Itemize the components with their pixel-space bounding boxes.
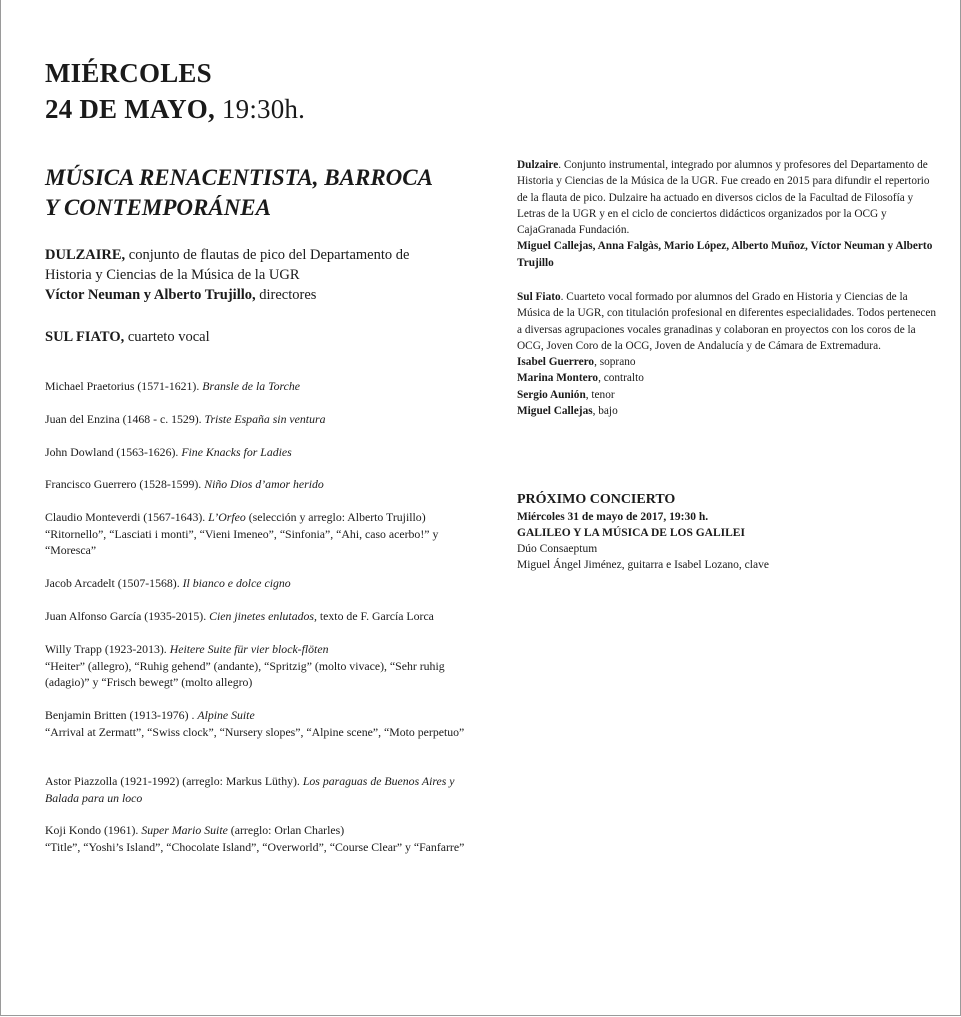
sulfiato-desc: cuarteto vocal: [124, 329, 210, 345]
dulzaire-bio-name: Dulzaire: [517, 159, 559, 171]
directors-names: Víctor Neuman y Alberto Trujillo,: [45, 287, 256, 303]
work-item: Astor Piazzolla (1921-1992) (arreglo: Markus Lüthy). Los paraguas de Buenos Aires y Balada para un loco: [45, 774, 455, 805]
program-title: [45, 163, 445, 223]
sulfiato-bio-name: Sul Fiato: [517, 291, 561, 303]
sulfiato-name: SUL FIATO,: [45, 329, 125, 345]
work-item: Benjamin Britten (1913-1976) . Alpine Suite “Arrival at Zermatt”, “Swiss clock”, “Nursery slopes”, “Alpine scene”, “Moto perpetuo”: [45, 708, 465, 739]
next-concert: [517, 491, 937, 573]
dulzaire-members: Miguel Callejas, Anna Falgàs, Mario López, Alberto Muñoz, Víctor Neuman y Alberto Trujillo: [517, 240, 933, 269]
work-item: Koji Kondo (1961). Super Mario Suite (arreglo: Orlan Charles) “Title”, “Yoshi’s Island”, “Chocolate Island”, “Overworld”, “Course Clear” y “Fanfarre”: [45, 823, 465, 854]
dulzaire-bio: [517, 157, 937, 271]
dulzaire-bio-text: . Conjunto instrumental, integrado por alumnos y profesores del Departamento de Historia y Ciencias de la Música de la UGR. Fue creado en 2015 para difundir el repertorio de la flauta de pico. Dulzaire ha actuado en diversos ciclos de la Facultad de Filosofía y Letras de la UGR y en el ciclo de conciertos didácticos organizados por la OCG y CajaGranada Fundación.: [517, 159, 930, 237]
member-line: Marina Montero, contralto: [517, 372, 644, 385]
ensemble-dulzaire: [45, 245, 465, 305]
dulzaire-desc-2: Historia y Ciencias de la Música de la UGR: [45, 267, 300, 283]
next-concert-date: Miércoles 31 de mayo de 2017, 19:30 h.: [517, 511, 709, 523]
date-bold: 24 DE MAYO,: [45, 94, 215, 124]
sulfiato-bio-text: . Cuarteto vocal formado por alumnos del Grado en Historia y Ciencias de la Música de la UGR, con titulación profesional en diferentes especialidades. Todos pertenecen a diversas agrupaciones vocales granadinas y colaboran en proyectos con los coros de la OCG, Joven Coro de la OCG, Joven de Andalucía y de Cámara de Extremadura.: [517, 291, 937, 352]
member-line: Sergio Aunión, tenor: [517, 388, 615, 401]
work-item: Juan del Enzina (1468 - c. 1529). Triste España sin ventura: [45, 412, 326, 426]
program-title-line-2: Y CONTEMPORÁNEA: [45, 195, 271, 220]
next-concert-heading: PRÓXIMO CONCIERTO: [517, 492, 676, 507]
concert-date-header: [45, 55, 305, 127]
program-title-line-1: MÚSICA RENACENTISTA, BARROCA: [45, 165, 433, 190]
work-item: Claudio Monteverdi (1567-1643). L’Orfeo (selección y arreglo: Alberto Trujillo) “Ritornello”, “Lasciati i monti”, “Vieni Imeneo”, “Sinfonia”, “Ahi, caso acerbo!” y “Moresca”: [45, 510, 439, 557]
work-item: Willy Trapp (1923-2013). Heitere Suite für vier block-flöten “Heiter” (allegro), “Ruhig gehend” (andante), “Spritzig” (molto vivace), “Sehr ruhig (adagio)” y “Frisch bewegt” (molto allegro): [45, 642, 445, 689]
next-concert-title: GALILEO Y LA MÚSICA DE LOS GALILEI: [517, 527, 745, 539]
member-line: Miguel Callejas, bajo: [517, 405, 618, 418]
ensemble-sulfiato: [45, 327, 465, 347]
next-concert-performers: Miguel Ángel Jiménez, guitarra e Isabel Lozano, clave: [517, 559, 769, 571]
directors-role: directores: [255, 287, 317, 303]
work-item: Juan Alfonso García (1935-2015). Cien jinetes enlutados, texto de F. García Lorca: [45, 609, 434, 623]
work-item: Michael Praetorius (1571-1621). Bransle de la Torche: [45, 379, 301, 393]
time: 19:30h.: [214, 94, 306, 124]
dulzaire-name: DULZAIRE,: [45, 247, 126, 263]
next-concert-ensemble: Dúo Consaeptum: [517, 543, 598, 555]
work-item: John Dowland (1563-1626). Fine Knacks for Ladies: [45, 445, 292, 459]
member-line: Isabel Guerrero, soprano: [517, 356, 636, 369]
dulzaire-desc-1: conjunto de flautas de pico del Departamento de: [125, 247, 410, 263]
work-item: Francisco Guerrero (1528-1599). Niño Dios d’amor herido: [45, 477, 324, 491]
work-item: Jacob Arcadelt (1507-1568). Il bianco e dolce cigno: [45, 576, 291, 590]
sulfiato-bio: [517, 289, 937, 419]
weekday: MIÉRCOLES: [45, 58, 212, 88]
